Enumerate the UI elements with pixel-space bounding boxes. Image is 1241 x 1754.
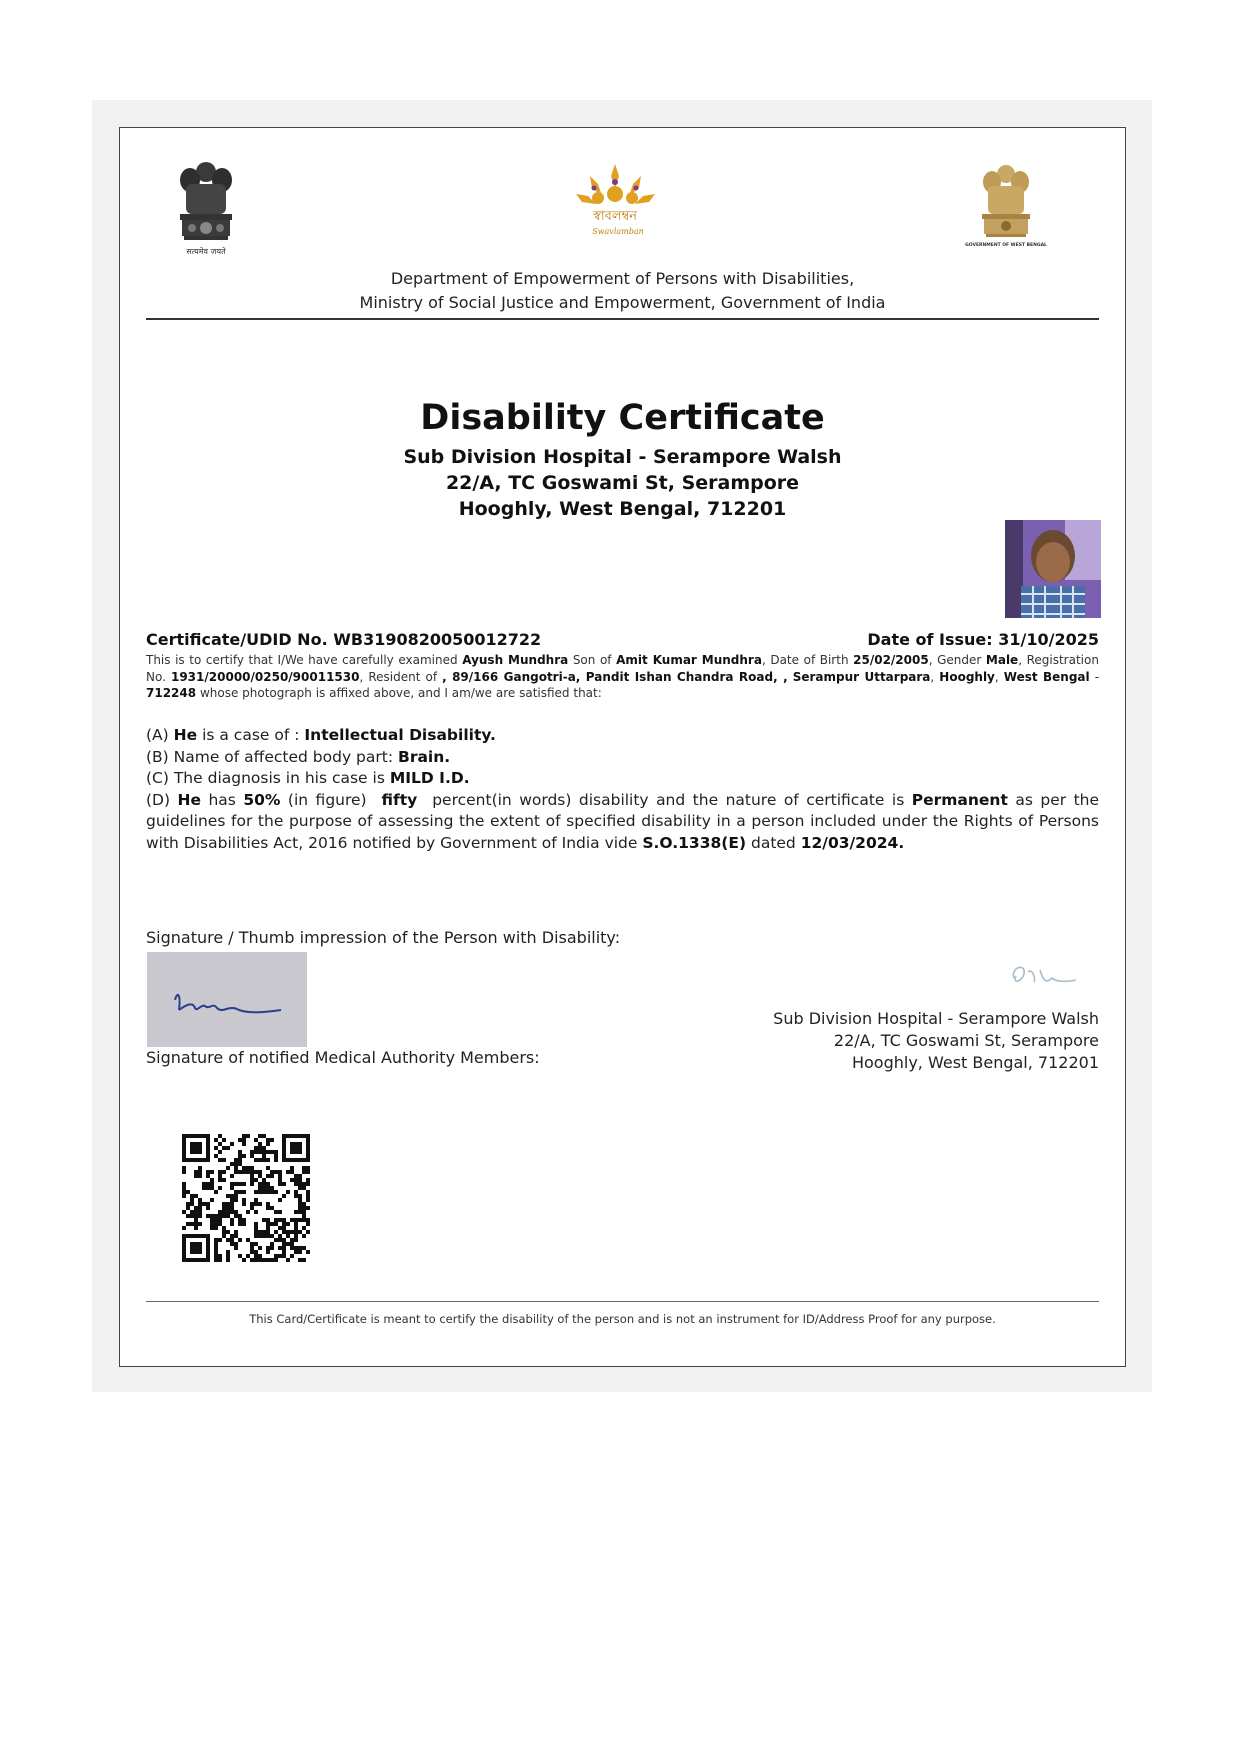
registration-number: 1931/20000/0250/90011530 (170, 669, 360, 684)
signing-hospital-address-1: 22/A, TC Goswami St, Serampore (833, 1031, 1099, 1050)
issue-date-value: 31/10/2025 (998, 630, 1099, 649)
footer-disclaimer: This Card/Certificate is meant to certify the disability of the person and is not an instrument for ID/Address Proof for any purpose. (249, 1312, 996, 1326)
date-of-issue: Date of Issue: 31/10/2025 (867, 630, 1099, 649)
affected-body-part: Brain. (398, 747, 451, 766)
emblem-caption: सत्यमेव जयते (186, 247, 226, 256)
swavlamban-logo (568, 162, 663, 242)
hospital-name: Sub Division Hospital - Serampore Walsh (403, 446, 842, 468)
svg-text:Swavlamban: Swavlamban (592, 227, 644, 236)
qr-code[interactable] (182, 1134, 310, 1266)
person-name: Ayush Mundhra (462, 653, 569, 667)
department-line-2: Ministry of Social Justice and Empowerment, Government of India (359, 293, 886, 312)
diagnosis: MILD I.D. (389, 769, 470, 787)
disability-details (146, 725, 1099, 854)
hospital-address-line-1: 22/A, TC Goswami St, Serampore (445, 472, 800, 494)
disability-type: Intellectual Disability. (304, 726, 496, 744)
certificate-title: Disability Certificate (420, 398, 825, 438)
clause-d: (D) He has 50% (in figure) fifty percent(in words) disability and the nature of certificate is Permanent as per the guidelines for the purpose of assessing the extent of specified disability in a person included under the Rights of Persons with Disabilities Act, 2016 notified by Government of India vide S.O.1338(E) dated 12/03/2024. (146, 790, 1100, 852)
father-name: Amit Kumar Mundhra (616, 653, 762, 667)
national-emblem-logo (166, 158, 246, 258)
udid-value: WB3190820050012722 (333, 630, 542, 649)
hospital-stamp-block (773, 1008, 1099, 1074)
district: Hooghly (939, 669, 995, 684)
header-divider (146, 318, 1099, 320)
person-signature-image (147, 952, 307, 1047)
medical-authority-signature (1000, 948, 1080, 1002)
certificate-nature: Permanent (911, 790, 1008, 809)
department-line-1: Department of Empowerment of Persons with Disabilities, (390, 269, 855, 288)
gender: Male (985, 653, 1019, 667)
clause-b: (B) Name of affected body part: Brain. (146, 747, 451, 766)
applicant-photo (1005, 520, 1101, 618)
address: , 89/166 Gangotri-a, Pandit Ishan Chandra Road, , (442, 669, 788, 684)
department-header (120, 267, 1125, 315)
issuing-hospital (120, 444, 1125, 522)
person-signature-label: Signature / Thumb impression of the Person with Disability: (146, 928, 621, 947)
date-of-birth: 25/02/2005 (853, 653, 929, 667)
medical-authority-label: Signature of notified Medical Authority Members: (146, 1048, 540, 1067)
clause-c: (C) The diagnosis in his case is MILD I.D. (146, 769, 470, 787)
disability-percent-words: fifty (381, 790, 418, 809)
pin-code: 712248 (146, 686, 197, 700)
footer-divider (146, 1301, 1099, 1302)
emblem-caption: GOVERNMENT OF WEST BENGAL (965, 243, 1047, 248)
udid-number: Certificate/UDID No. WB3190820050012722 (146, 630, 542, 649)
signing-hospital-name: Sub Division Hospital - Serampore Walsh (773, 1009, 1099, 1028)
disability-percent: 50% (243, 790, 281, 809)
state: West Bengal (1003, 669, 1090, 684)
svg-text:স্বাবলম্বন: স্বাবলম্বন (592, 209, 638, 224)
notification-date: 12/03/2024. (800, 833, 905, 852)
certificate-card (119, 127, 1126, 1367)
certification-statement: This is to certify that I/We have carefully examined Ayush Mundhra Son of Amit Kumar Mundhra, Date of Birth 25/02/2005, Gender Male, Registration No. 1931/20000/0250/90011530, Resident of , 89/166 Gangotri-a, Pandit Ishan Chandra Road, , Serampur Uttarpara, Hooghly, West Bengal - 712248 whose photograph is affixed above, and I am/we are satisfied that: (146, 653, 1100, 700)
signing-hospital-address-2: Hooghly, West Bengal, 712201 (851, 1053, 1099, 1072)
clause-a: (A) He is a case of : Intellectual Disability. (146, 726, 496, 744)
hospital-address-line-2: Hooghly, West Bengal, 712201 (458, 498, 787, 520)
notification-number: S.O.1338(E) (642, 833, 747, 852)
west-bengal-emblem-logo (965, 162, 1047, 260)
